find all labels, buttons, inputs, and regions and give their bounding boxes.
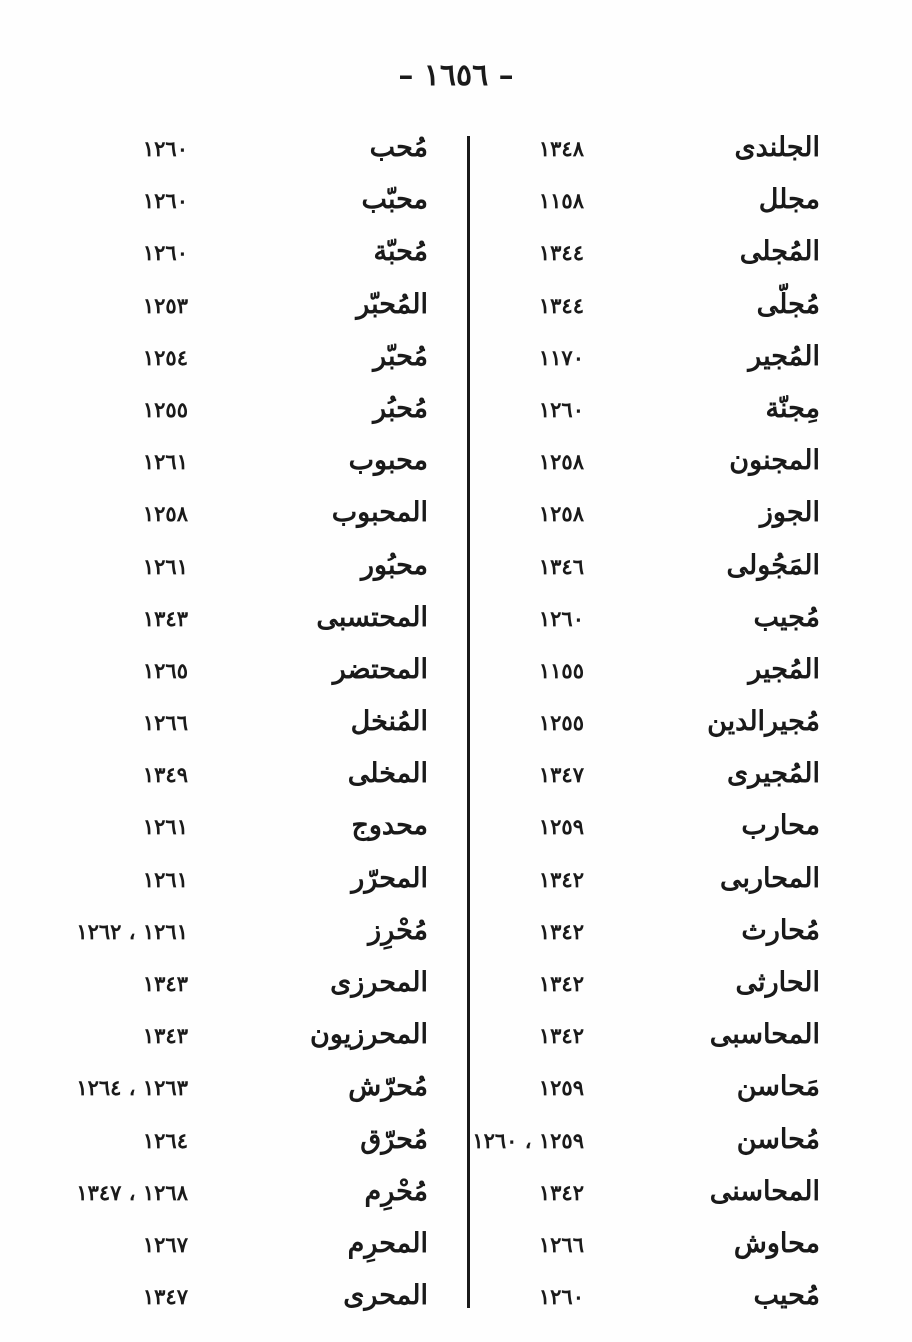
entry-year: ١٢٦٨ ، ١٣٤٧	[76, 1179, 188, 1205]
entry-year: ١٢٦١	[142, 449, 188, 475]
entry-year: ١٣٤٧	[142, 1284, 188, 1310]
entry-year: ١٢٥٩	[538, 814, 584, 840]
column-divider	[467, 136, 470, 1308]
entry-year: ١٢٥٨	[538, 501, 584, 527]
entry-row	[520, 178, 820, 230]
entry-year: ١٢٦٠	[538, 1284, 584, 1310]
entry-year: ١٢٦٦	[142, 710, 188, 736]
entry-row	[128, 439, 428, 491]
entry-row	[520, 596, 820, 648]
entry-name: مُجيرالدين	[707, 706, 820, 738]
entry-name: مُحرّق	[360, 1123, 428, 1155]
entry-name: مُحاسن	[736, 1123, 820, 1155]
entry-row	[128, 178, 428, 230]
entry-name: المحاربى	[719, 862, 820, 894]
entry-row	[128, 752, 428, 804]
entry-name: المحاسنى	[709, 1175, 820, 1207]
entry-row	[128, 335, 428, 387]
entry-row	[76, 909, 428, 961]
entry-year: ١٢٦١ ، ١٢٦٢	[76, 918, 188, 944]
entry-name: المحبوب	[331, 497, 428, 529]
entry-year: ١٢٥٤	[142, 344, 188, 370]
entry-name: مُحبّر	[373, 340, 428, 372]
entry-row	[128, 1274, 428, 1326]
entry-row	[520, 387, 820, 439]
entry-name: محارب	[741, 810, 820, 842]
entry-year: ١٢٦٠	[142, 136, 188, 161]
entry-row	[128, 961, 428, 1013]
entry-name: المحتسبى	[316, 601, 428, 633]
entry-row	[520, 1065, 820, 1117]
entry-year: ١٣٤٩	[142, 762, 188, 788]
entry-row	[128, 387, 428, 439]
entry-name: مُحرّش	[348, 1071, 428, 1103]
entry-row	[128, 230, 428, 282]
entry-name: المحرى	[343, 1280, 428, 1312]
entry-name: المحرزى	[330, 967, 428, 998]
entry-row	[520, 283, 820, 335]
entry-year: ١٢٥٨	[142, 501, 188, 527]
right-column	[472, 126, 820, 1326]
entry-row	[128, 283, 428, 335]
entry-year: ١٢٦٧	[142, 1231, 188, 1257]
entry-row	[520, 1222, 820, 1274]
entry-name: المُجلى	[739, 236, 820, 268]
entry-year: ١١٥٥	[538, 657, 584, 683]
entry-name: الحارثى	[735, 967, 820, 998]
entry-row	[128, 857, 428, 909]
entry-row	[128, 596, 428, 648]
entry-name: مُحارث	[741, 914, 820, 946]
entry-year: ١٣٤٤	[538, 292, 584, 318]
entry-name: محبُور	[360, 549, 428, 581]
entry-year: ١٣٤٢	[538, 866, 584, 892]
page-number: – ١٦٥٦ –	[398, 58, 514, 93]
entry-row	[520, 909, 820, 961]
entry-year: ١٣٤٤	[538, 240, 584, 266]
entry-year: ١٢٦٠	[142, 188, 188, 214]
entry-row	[128, 544, 428, 596]
entry-row	[520, 439, 820, 491]
entry-row	[520, 857, 820, 909]
entry-row	[520, 126, 820, 178]
entry-year: ١٢٦٠	[538, 605, 584, 631]
entry-year: ١٢٦٥	[142, 657, 188, 683]
entry-name: المُحبّر	[356, 288, 428, 320]
entry-name: مِجنّة	[765, 392, 820, 424]
entry-name: محبوب	[348, 445, 428, 477]
entry-row	[520, 1274, 820, 1326]
entry-row	[128, 648, 428, 700]
entry-year: ١٣٤٢	[538, 1179, 584, 1205]
entry-year: ١٣٤٣	[142, 605, 188, 631]
entry-row	[128, 1222, 428, 1274]
entry-year: ١٣٤٦	[538, 553, 584, 579]
entry-year: ١٢٥٩ ، ١٢٦٠	[472, 1127, 584, 1153]
entry-year: ١٢٦٦	[538, 1231, 584, 1257]
entry-name: مُحبّة	[373, 236, 428, 268]
entry-name: الجلندى	[734, 132, 820, 163]
entry-year: ١٢٦١	[142, 814, 188, 840]
entry-name: مُجيب	[753, 601, 820, 633]
entry-year: ١٣٤٢	[538, 918, 584, 944]
entry-name: مُحْرِز	[368, 914, 428, 946]
entry-name: مَحاسن	[736, 1071, 820, 1103]
entry-row	[520, 1170, 820, 1222]
entry-name: المحاسبى	[709, 1019, 820, 1051]
entry-year: ١٢٥٨	[538, 449, 584, 475]
entry-name: محدوج	[351, 810, 428, 842]
entry-row	[520, 335, 820, 387]
entry-name: مُحْرِم	[364, 1175, 428, 1207]
entry-name: المخلى	[347, 758, 428, 790]
entry-row	[128, 804, 428, 856]
entry-row	[520, 544, 820, 596]
entry-year: ١٣٤٢	[538, 971, 584, 996]
entry-name: المُنخل	[350, 706, 428, 738]
entry-year: ١٢٦٤	[142, 1127, 188, 1153]
entry-name: الجوز	[759, 497, 820, 529]
entry-row	[520, 648, 820, 700]
entry-row	[520, 491, 820, 543]
entry-row	[76, 1065, 428, 1117]
entry-year: ١٣٤٣	[142, 971, 188, 996]
left-column	[76, 126, 428, 1326]
entry-row	[520, 804, 820, 856]
entry-row	[472, 1118, 820, 1170]
entry-year: ١٣٤٨	[538, 136, 584, 161]
entry-year: ١٢٦١	[142, 866, 188, 892]
entry-name: المحرزيون	[310, 1019, 428, 1051]
entry-year: ١١٥٨	[538, 188, 584, 214]
entry-name: محبّب	[361, 184, 428, 216]
entry-name: المحرِم	[347, 1227, 428, 1259]
entry-year: ١٣٤٧	[538, 762, 584, 788]
entry-row	[520, 752, 820, 804]
entry-name: مُحيب	[753, 1280, 820, 1312]
entry-name: المَجُولى	[726, 549, 820, 581]
entry-name: مجلل	[758, 184, 820, 216]
entry-row	[76, 1170, 428, 1222]
entry-name: المحتضر	[332, 653, 428, 685]
entry-year: ١٢٥٥	[142, 396, 188, 422]
entry-name: المجنون	[729, 445, 820, 477]
entry-year: ١١٧٠	[538, 344, 584, 370]
entry-year: ١٣٤٣	[142, 1023, 188, 1049]
entry-year: ١٢٥٥	[538, 710, 584, 736]
entry-name: المحرّر	[351, 862, 428, 894]
entry-row	[128, 700, 428, 752]
entry-row	[520, 1013, 820, 1065]
entry-row	[128, 1013, 428, 1065]
entry-year: ١٢٥٣	[142, 292, 188, 318]
entry-row	[128, 1118, 428, 1170]
entry-year: ١٢٥٩	[538, 1075, 584, 1101]
entry-name: مُجلّى	[756, 288, 820, 320]
entry-year: ١٢٦١	[142, 553, 188, 579]
entry-name: محاوش	[733, 1227, 820, 1259]
entry-row	[520, 700, 820, 752]
entry-name: مُحبُر	[373, 392, 428, 424]
entry-row	[128, 126, 428, 178]
entry-name: المُجير	[748, 653, 820, 685]
entry-year: ١٣٤٢	[538, 1023, 584, 1049]
entry-year: ١٢٦٠	[538, 396, 584, 422]
entry-row	[128, 491, 428, 543]
entry-year: ١٢٦٣ ، ١٢٦٤	[76, 1075, 188, 1101]
entry-row	[520, 961, 820, 1013]
entry-name: المُجيرى	[727, 758, 820, 790]
entry-name: المُجير	[748, 340, 820, 372]
entry-row	[520, 230, 820, 282]
entry-name: مُحب	[369, 132, 428, 163]
entry-year: ١٢٦٠	[142, 240, 188, 266]
